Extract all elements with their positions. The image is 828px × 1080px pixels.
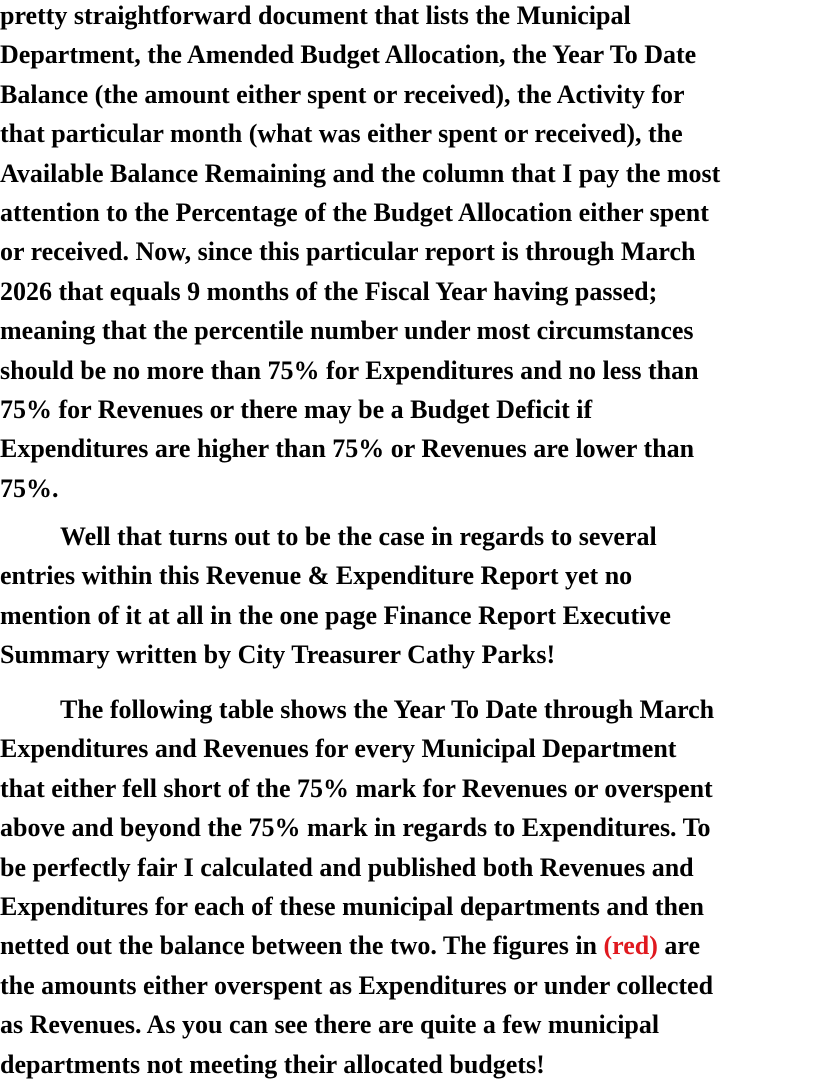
text-line: Expenditures for each of these municipal departments and then (0, 891, 704, 921)
text-line: that either fell short of the 75% mark for Revenues or overspent (0, 773, 713, 803)
paragraph-table-introduction (0, 690, 714, 1080)
text-line: as Revenues. As you can see there are quite a few municipal (0, 1010, 660, 1040)
text-line: or received. Now, since this particular report is through March (0, 237, 696, 267)
text-line: 75% for Revenues or there may be a Budget Deficit if (0, 394, 593, 424)
text-line: be perfectly fair I calculated and published both Revenues and (0, 852, 694, 882)
text-line: Summary written by City Treasurer Cathy Parks! (0, 640, 556, 670)
text-line: 2026 that equals 9 months of the Fiscal Year having passed; (0, 276, 658, 306)
text-line: pretty straightforward document that lists the Municipal (0, 1, 631, 30)
red-highlight-word: (red) (603, 931, 658, 961)
paragraph-executive-summary-omission (0, 517, 671, 675)
text-line: Expenditures are higher than 75% or Revenues are lower than (0, 434, 695, 464)
text-line: Expenditures and Revenues for every Municipal Department (0, 734, 677, 764)
text-line: attention to the Percentage of the Budget Allocation either spent (0, 197, 709, 227)
text-line: departments not meeting their allocated budgets! (0, 1049, 545, 1079)
text-line: 75%. (0, 473, 59, 503)
paragraph-budget-report-description (0, 0, 720, 508)
text-line: above and beyond the 75% mark in regards to Expenditures. To (0, 813, 711, 843)
text-line: Balance (the amount either spent or received), the Activity for (0, 79, 685, 109)
text-line: entries within this Revenue & Expenditure Report yet no (0, 561, 633, 591)
text-line: Department, the Amended Budget Allocation, the Year To Date (0, 40, 697, 70)
text-line: meaning that the percentile number under most circumstances (0, 316, 694, 346)
text-line: mention of it at all in the one page Finance Report Executive (0, 600, 671, 630)
text-segment: netted out the balance between the two. The figures in (0, 931, 604, 961)
text-line: Well that turns out to be the case in regards to several (60, 522, 657, 551)
text-line: The following table shows the Year To Date through March (60, 695, 715, 724)
text-segment: are (657, 931, 701, 961)
text-line: Available Balance Remaining and the column that I pay the most (0, 158, 721, 188)
text-line: should be no more than 75% for Expenditures and no less than (0, 355, 699, 385)
text-line: the amounts either overspent as Expenditures or under collected (0, 970, 714, 1000)
text-line-with-red-highlight (0, 926, 714, 965)
text-line: that particular month (what was either spent or received), the (0, 119, 683, 149)
